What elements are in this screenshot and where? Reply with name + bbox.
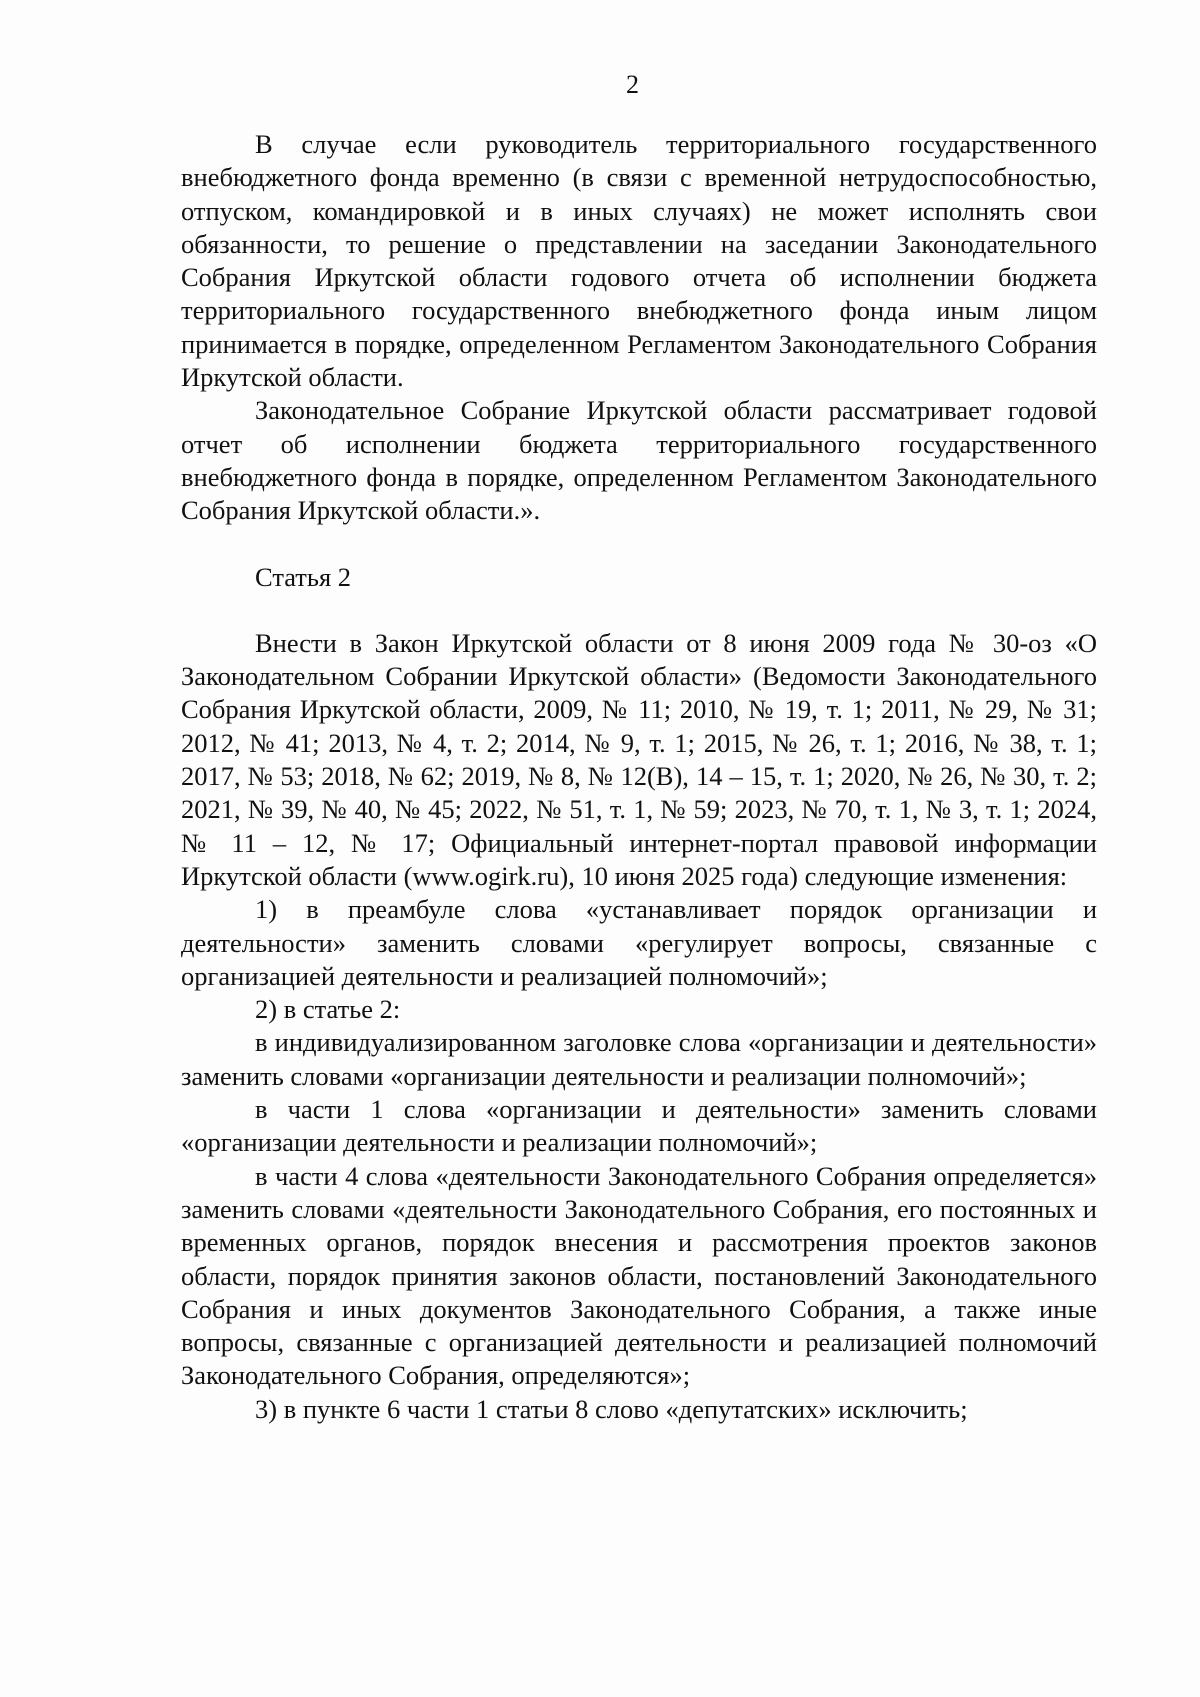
paragraph: В случае если руководитель территориального государственного внебюджетного фонда временно (в связи с временной нетрудоспособностью, отпуском, командировкой и в иных случаях) не может исполнять свои обязанности, то решение о представлении на заседании Законодательного Собрания Иркутской области годового отчета об исполнении бюджета территориального государственного внебюджетного фонда иным лицом принимается в порядке, определенном Регламентом Законодательного Собрания Иркутской области. [181, 129, 1097, 393]
paragraph: в части 4 слова «деятельности Законодательного Собрания определяется» заменить словами «деятельности Законодательного Собрания, его постоянных и временных органов, порядок внесения и рассмотрения проектов законов области, порядок принятия законов области, постановлений Законодательного Собрания и иных документов Законодательного Собрания, а также иные вопросы, связанные с организацией деятельности и реализацией полномочий Законодательного Собрания, определяются»; [181, 1160, 1097, 1391]
paragraph: 3) в пункте 6 части 1 статьи 8 слово «депутатских» исключить; [255, 1393, 968, 1424]
page-number: 2 [626, 70, 639, 99]
paragraph: в индивидуализированном заголовке слова «организации и деятельности» заменить словами «организации деятельности и реализации полномочий»; [181, 1027, 1097, 1091]
paragraph: 1) в преамбуле слова «устанавливает порядок организации и деятельности» заменить словами «регулирует вопросы, связанные с организацией деятельности и реализацией полномочий»; [181, 894, 1097, 991]
paragraph: Внести в Закон Иркутской области от 8 июня 2009 года № 30-оз «О Законодательном Собрании Иркутской области» (Ведомости Законодательного Собрания Иркутской области, 2009, № 11; 2010, № 19, т. 1; 2011, № 29, № 31; 2012, № 41; 2013, № 4, т. 2; 2014, № 9, т. 1; 2015, № 26, т. 1; 2016, № 38, т. 1; 2017, № 53; 2018, № 62; 2019, № 8, № 12(В), 14 – 15, т. 1; 2020, № 26, № 30, т. 2; 2021, № 39, № 40, № 45; 2022, № 51, т. 1, № 59; 2023, № 70, т. 1, № 3, т. 1; 2024, № 11 – 12, № 17; Официальный интернет-портал правовой информации Иркутской области (www.ogirk.ru), 10 июня 2025 года) следующие изменения: [181, 627, 1097, 891]
document-body [181, 128, 1097, 1426]
paragraph: Законодательное Собрание Иркутской области рассматривает годовой отчет об исполнении бюджета территориального государственного внебюджетного фонда в порядке, определенном Регламентом Законодательного Собрания Иркутской области.». [181, 395, 1097, 526]
article-heading: Статья 2 [255, 561, 352, 592]
paragraph: в части 1 слова «организации и деятельности» заменить словами «организации деятельности и реализации полномочий»; [181, 1094, 1097, 1158]
paragraph: 2) в статье 2: [255, 994, 401, 1025]
